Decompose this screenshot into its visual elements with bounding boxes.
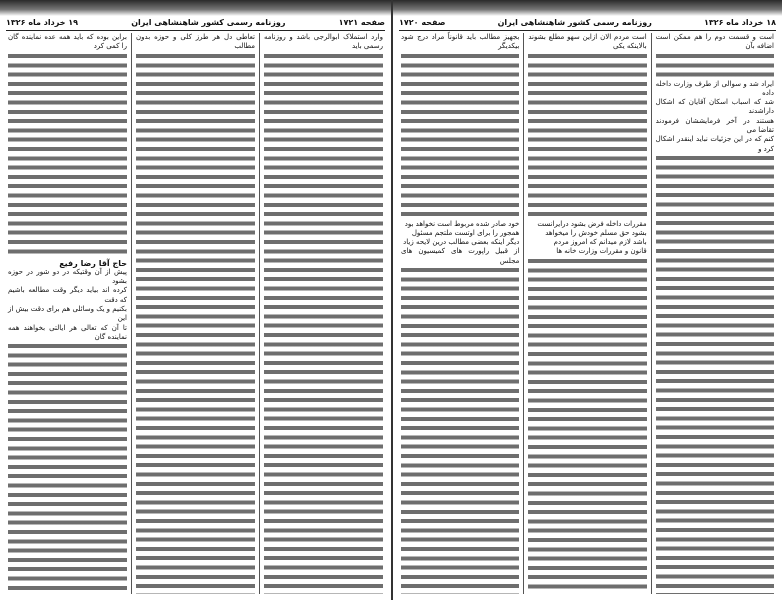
- text-line: از قبیل راپورت های کمیسیون های مجلس: [401, 247, 520, 265]
- text-line: بجهیز مطالب باید قانوناً مراد درج شود بیکدیگر: [401, 33, 520, 51]
- text-column: [4, 33, 131, 594]
- text-line: پیش از آن وقتیکه در دو شور در حوزه بشود: [8, 267, 127, 286]
- text-line: کنم که در این جزئیات نباید اینقدر اشکال کرد و: [655, 135, 774, 153]
- text-line: ایراد شد و سوالی از طرف وزارت داخله داده: [655, 79, 774, 97]
- body-text: [656, 154, 774, 594]
- text-line: تعاطی دل هر طرز کلی و حوزه بدون مطالب: [136, 33, 255, 51]
- speaker-heading: حاج آقا رضا رفیع: [59, 258, 127, 268]
- page-number: صفحه ۱۷۲۰: [399, 17, 446, 27]
- text-line: شد که اسباب اسکان آقایان که اشکال داراشدند: [655, 98, 774, 116]
- right-page: [391, 0, 782, 600]
- text-line: کرده اند بیاید دیگر وقت مطالعه باشیم که دقت: [8, 286, 127, 304]
- page-header: [399, 16, 776, 31]
- text-column: [651, 33, 778, 594]
- text-line: قانون و مقررات وزارت خانه ها: [556, 247, 647, 256]
- issue-date: ۱۸ خرداد ماه ۱۳۲۶: [703, 17, 776, 27]
- text-column: [397, 33, 523, 594]
- body-text: [136, 52, 255, 594]
- text-line: مقررات داخله فرض بشود درایرانست: [537, 219, 647, 228]
- newspaper-title: روزنامه رسمی کشور شاهنشاهی ایران: [497, 17, 652, 27]
- text-line: بکنیم و یک وسائلی هم برای دقت بیش از این: [8, 305, 127, 323]
- body-text: [528, 257, 646, 594]
- text-line: باشد لازم میدانم که امروز مردم: [553, 238, 647, 247]
- text-line: دیگر اینکه بعضی مطالب درین لایحه زیاد: [403, 238, 520, 247]
- text-line: است و قسمت دوم را هم ممکن است اضافه بآن: [655, 33, 774, 51]
- body-text: [264, 52, 383, 594]
- body-text: [401, 266, 519, 594]
- text-line: بشود حق مسلم خودش را میخواهد: [545, 228, 647, 237]
- newspaper-title: روزنامه رسمی کشور شاهنشاهی ایران: [131, 17, 286, 27]
- text-line: تا آن که تعالی هر ایالتی بخواهند همه نماینده گان: [8, 323, 127, 341]
- page-number: صفحه ۱۷۲۱: [338, 17, 385, 27]
- body-text: [8, 342, 127, 594]
- text-column: [523, 33, 650, 594]
- issue-date: ۱۹ خرداد ماه ۱۳۲۶: [6, 17, 79, 27]
- text-column: [131, 33, 259, 594]
- body-text: [401, 52, 519, 220]
- text-line: خود صادر شده مربوط است نخواهد بود: [404, 219, 520, 228]
- body-text: [656, 52, 774, 80]
- page-header: [6, 16, 385, 31]
- body-text: [8, 52, 127, 257]
- text-line: است مردم الان ازاین سهو مطلع بشوند بالاینکه یکی: [528, 33, 647, 51]
- body-text: [528, 52, 646, 220]
- text-line: هستند در آخر فرمایششان فرمودند تقاضا می: [655, 116, 774, 135]
- text-column: [259, 33, 387, 594]
- text-line: همجور را برای اوتست ملتجم مسئول: [411, 228, 520, 237]
- text-line: وارد استملاک ابوالرجی باشد و روزنامه رسمی باید: [264, 33, 383, 51]
- text-line: براین بوده که باید همه عده نماینده گان را کمی کرد: [8, 33, 127, 51]
